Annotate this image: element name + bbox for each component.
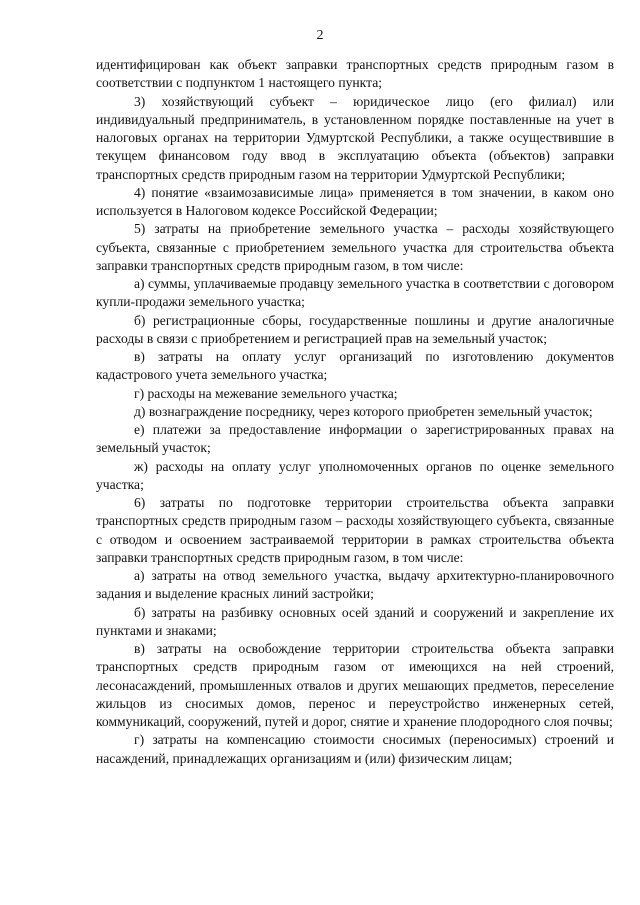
paragraph-subitem-5v: в) затраты на оплату услуг организаций по изготовлению документов кадастрового учета земельного участка; <box>96 349 614 383</box>
paragraph-subitem-6a: а) затраты на отвод земельного участка, выдачу архитектурно-планировочного задания и выделение красных линий застройки; <box>96 568 614 602</box>
paragraph-subitem-6g: г) затраты на компенсацию стоимости сносимых (переносимых) строений и насаждений, принадлежащих организациям и (или) физическим лицам; <box>96 732 614 766</box>
paragraph-item-4: 4) понятие «взаимозависимые лица» применяется в том значении, в каком оно используется в Налоговом кодексе Российской Федерации; <box>96 184 614 218</box>
paragraph-subitem-5g: г) расходы на межевание земельного участка; <box>134 385 398 401</box>
paragraph-subitem-5b: б) регистрационные сборы, государственные пошлины и другие аналогичные расходы в связи с приобретением и регистрацией прав на земельный участок; <box>96 312 614 346</box>
paragraph-item-3: 3) хозяйствующий субъект – юридическое лицо (его филиал) или индивидуальный предприниматель, в установленном порядке поставленные на учет в налоговых органах на территории Удмуртской Республики, а также осуществившие в текущем финансовом году ввод в эксплуатацию объекта (объектов) заправки транспортных средств природным газом на территории Удмуртской Республики; <box>96 93 614 182</box>
paragraph-continuation: идентифицирован как объект заправки транспортных средств природным газом в соответствии с подпунктом 1 настоящего пункта; <box>96 57 614 91</box>
paragraph-subitem-5a: а) суммы, уплачиваемые продавцу земельного участка в соответствии с договором купли-продажи земельного участка; <box>96 276 614 310</box>
paragraph-subitem-5d: д) вознаграждение посреднику, через которого приобретен земельный участок; <box>134 403 593 419</box>
paragraph-item-5: 5) затраты на приобретение земельного участка – расходы хозяйствующего субъекта, связанные с приобретением земельного участка для строительства объекта заправки транспортных средств природным газом, в том числе: <box>96 221 614 273</box>
paragraph-subitem-6b: б) затраты на разбивку основных осей зданий и сооружений и закрепление их пунктами и знаками; <box>96 604 614 638</box>
paragraph-item-6: 6) затраты по подготовке территории строительства объекта заправки транспортных средств природным газом – расходы хозяйствующего субъекта, связанные с отводом и освоением застраиваемой территории в рамках строительства объекта заправки транспортных средств природным газом, в том числе: <box>96 495 614 565</box>
paragraph-subitem-5zh: ж) расходы на оплату услуг уполномоченных органов по оценке земельного участка; <box>96 458 614 492</box>
document-body <box>96 56 614 768</box>
paragraph-subitem-5e: е) платежи за предоставление информации о зарегистрированных правах на земельный участок; <box>96 422 614 456</box>
paragraph-subitem-6v: в) затраты на освобождение территории строительства объекта заправки транспортных средств природным газом от имеющихся на ней строений, лесонасаждений, промышленных отвалов и других мешающих предметов, переселение жильцов из сносимых домов, перенос и переустройство инженерных сетей, коммуникаций, сооружений, путей и дорог, снятие и хранение плодородного слоя почвы; <box>96 641 614 729</box>
page-number: 2 <box>316 28 324 43</box>
